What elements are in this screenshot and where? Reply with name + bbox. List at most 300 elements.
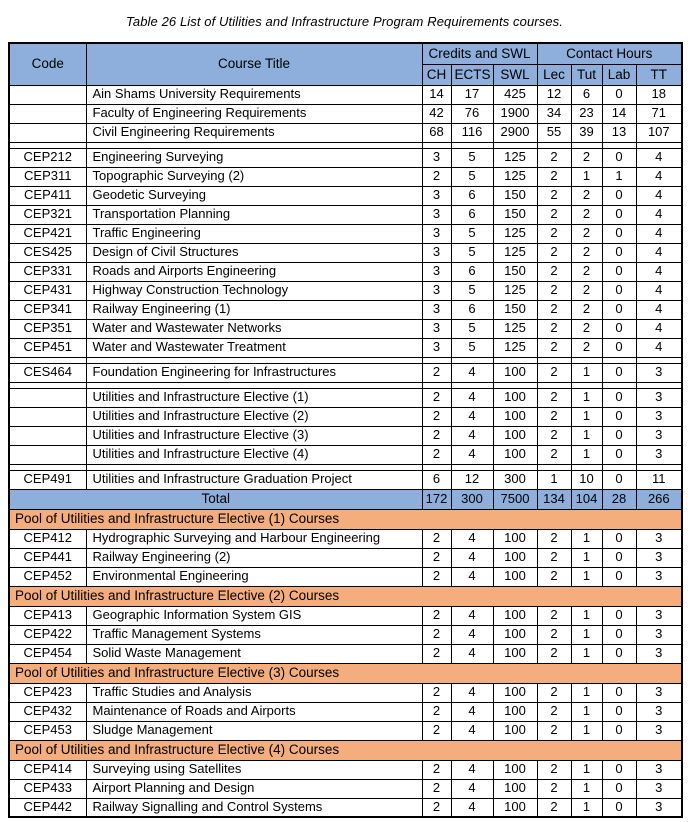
course-title-cell: Highway Construction Technology [86, 281, 422, 300]
course-value-cell: 2 [422, 760, 451, 779]
course-value-cell: 3 [636, 445, 682, 464]
course-value-cell: 12 [451, 470, 493, 489]
course-title-cell: Utilities and Infrastructure Graduation Project [86, 470, 422, 489]
course-value-cell: 0 [602, 625, 636, 644]
course-value-cell: 4 [451, 798, 493, 817]
total-value-cell: 104 [571, 489, 602, 509]
pool-header-row [9, 586, 682, 606]
pool-header-label: Pool of Utilities and Infrastructure Elective (1) Courses [9, 509, 682, 529]
course-code-cell [9, 407, 86, 426]
course-code-cell: CEP423 [9, 683, 86, 702]
course-title-cell: Roads and Airports Engineering [86, 262, 422, 281]
course-value-cell: 2 [537, 567, 571, 586]
course-value-cell: 23 [571, 104, 602, 123]
course-value-cell: 3 [636, 779, 682, 798]
course-title-cell: Foundation Engineering for Infrastructures [86, 363, 422, 382]
pool-header-label: Pool of Utilities and Infrastructure Elective (4) Courses [9, 740, 682, 760]
course-value-cell: 2 [537, 445, 571, 464]
course-value-cell: 3 [636, 426, 682, 445]
table-header [9, 43, 682, 85]
course-value-cell: 100 [493, 606, 537, 625]
course-title-cell: Design of Civil Structures [86, 243, 422, 262]
course-value-cell: 2 [422, 625, 451, 644]
course-value-cell: 150 [493, 300, 537, 319]
course-value-cell: 4 [451, 445, 493, 464]
course-title-cell: Faculty of Engineering Requirements [86, 104, 422, 123]
course-code-cell: CES425 [9, 243, 86, 262]
course-value-cell: 2 [422, 779, 451, 798]
table-caption: Table 26 List of Utilities and Infrastructure Program Requirements courses. [126, 14, 563, 29]
total-value-cell: 134 [537, 489, 571, 509]
course-value-cell: 1 [571, 548, 602, 567]
course-value-cell: 0 [602, 445, 636, 464]
course-value-cell: 2 [571, 262, 602, 281]
course-value-cell: 125 [493, 167, 537, 186]
course-value-cell: 0 [602, 529, 636, 548]
course-value-cell: 39 [571, 123, 602, 142]
course-value-cell: 4 [636, 338, 682, 357]
course-value-cell: 100 [493, 644, 537, 663]
course-code-cell: CEP453 [9, 721, 86, 740]
course-value-cell: 2 [571, 224, 602, 243]
course-value-cell: 2 [537, 625, 571, 644]
course-code-cell: CEP433 [9, 779, 86, 798]
course-value-cell: 2 [422, 426, 451, 445]
course-value-cell: 125 [493, 224, 537, 243]
course-value-cell: 107 [636, 123, 682, 142]
course-row [9, 262, 682, 281]
course-value-cell: 5 [451, 319, 493, 338]
total-value-cell: 266 [636, 489, 682, 509]
course-value-cell: 76 [451, 104, 493, 123]
course-value-cell: 1 [571, 407, 602, 426]
course-value-cell: 2 [537, 644, 571, 663]
course-value-cell: 1 [571, 426, 602, 445]
course-value-cell: 34 [537, 104, 571, 123]
course-value-cell: 3 [636, 702, 682, 721]
course-value-cell: 4 [451, 702, 493, 721]
course-value-cell: 2 [422, 167, 451, 186]
course-title-cell: Ain Shams University Requirements [86, 85, 422, 104]
course-value-cell: 18 [636, 85, 682, 104]
course-value-cell: 2 [571, 148, 602, 167]
course-value-cell: 1 [537, 470, 571, 489]
course-value-cell: 150 [493, 205, 537, 224]
total-value-cell: 300 [451, 489, 493, 509]
course-value-cell: 2 [537, 760, 571, 779]
course-code-cell: CEP442 [9, 798, 86, 817]
course-value-cell: 0 [602, 567, 636, 586]
course-value-cell: 4 [451, 721, 493, 740]
course-code-cell [9, 85, 86, 104]
course-row [9, 186, 682, 205]
course-value-cell: 3 [636, 683, 682, 702]
total-value-cell: 28 [602, 489, 636, 509]
course-value-cell: 2 [537, 721, 571, 740]
course-value-cell: 1 [571, 644, 602, 663]
course-value-cell: 2 [571, 186, 602, 205]
course-value-cell: 4 [636, 300, 682, 319]
course-value-cell: 0 [602, 760, 636, 779]
course-value-cell: 5 [451, 224, 493, 243]
course-value-cell: 2 [537, 779, 571, 798]
course-value-cell: 4 [451, 683, 493, 702]
course-value-cell: 3 [422, 262, 451, 281]
course-title-cell: Environmental Engineering [86, 567, 422, 586]
course-value-cell: 2 [537, 407, 571, 426]
course-value-cell: 150 [493, 262, 537, 281]
course-row [9, 85, 682, 104]
course-title-cell: Railway Engineering (1) [86, 300, 422, 319]
course-value-cell: 3 [422, 205, 451, 224]
course-value-cell: 4 [636, 281, 682, 300]
course-row [9, 319, 682, 338]
course-value-cell: 3 [422, 243, 451, 262]
course-value-cell: 125 [493, 148, 537, 167]
col-header-ch: CH [422, 64, 451, 85]
course-value-cell: 0 [602, 721, 636, 740]
course-code-cell: CEP414 [9, 760, 86, 779]
course-value-cell: 71 [636, 104, 682, 123]
col-group-contact-hours: Contact Hours [537, 43, 682, 64]
course-value-cell: 3 [422, 319, 451, 338]
course-value-cell: 100 [493, 445, 537, 464]
course-code-cell: CEP421 [9, 224, 86, 243]
course-value-cell: 4 [451, 426, 493, 445]
course-value-cell: 3 [422, 186, 451, 205]
course-value-cell: 3 [636, 567, 682, 586]
course-value-cell: 0 [602, 205, 636, 224]
course-value-cell: 0 [602, 779, 636, 798]
course-value-cell: 100 [493, 529, 537, 548]
course-value-cell: 4 [451, 529, 493, 548]
course-value-cell: 0 [602, 85, 636, 104]
course-value-cell: 100 [493, 702, 537, 721]
course-value-cell: 125 [493, 281, 537, 300]
course-row [9, 104, 682, 123]
course-title-cell: Utilities and Infrastructure Elective (2) [86, 407, 422, 426]
total-row [9, 489, 682, 509]
course-code-cell: CEP331 [9, 262, 86, 281]
course-row [9, 407, 682, 426]
course-title-cell: Traffic Engineering [86, 224, 422, 243]
course-value-cell: 2 [422, 388, 451, 407]
course-value-cell: 0 [602, 338, 636, 357]
course-value-cell: 0 [602, 426, 636, 445]
course-code-cell [9, 123, 86, 142]
course-row [9, 338, 682, 357]
course-value-cell: 2 [422, 798, 451, 817]
course-title-cell: Airport Planning and Design [86, 779, 422, 798]
course-value-cell: 2 [537, 529, 571, 548]
course-value-cell: 100 [493, 548, 537, 567]
course-value-cell: 100 [493, 407, 537, 426]
course-value-cell: 6 [571, 85, 602, 104]
course-value-cell: 14 [602, 104, 636, 123]
course-value-cell: 4 [451, 407, 493, 426]
course-value-cell: 1 [571, 167, 602, 186]
course-value-cell: 2 [422, 683, 451, 702]
course-value-cell: 13 [602, 123, 636, 142]
course-value-cell: 0 [602, 300, 636, 319]
course-value-cell: 2 [422, 644, 451, 663]
course-value-cell: 3 [636, 625, 682, 644]
col-header-code: Code [9, 43, 86, 85]
course-value-cell: 0 [602, 798, 636, 817]
course-title-cell: Transportation Planning [86, 205, 422, 224]
total-value-cell: 172 [422, 489, 451, 509]
course-row [9, 470, 682, 489]
course-title-cell: Solid Waste Management [86, 644, 422, 663]
course-title-cell: Geographic Information System GIS [86, 606, 422, 625]
course-row [9, 243, 682, 262]
course-value-cell: 4 [451, 388, 493, 407]
course-value-cell: 2 [537, 426, 571, 445]
course-code-cell: CEP422 [9, 625, 86, 644]
course-row [9, 388, 682, 407]
course-value-cell: 1 [571, 567, 602, 586]
pool-header-row [9, 509, 682, 529]
courses-table [8, 42, 683, 818]
course-value-cell: 6 [451, 205, 493, 224]
course-row [9, 205, 682, 224]
course-value-cell: 3 [636, 606, 682, 625]
course-value-cell: 0 [602, 470, 636, 489]
col-header-course-title: Course Title [86, 43, 422, 85]
course-row [9, 606, 682, 625]
course-value-cell: 12 [537, 85, 571, 104]
course-title-cell: Traffic Management Systems [86, 625, 422, 644]
course-row [9, 426, 682, 445]
course-value-cell: 0 [602, 683, 636, 702]
course-value-cell: 4 [451, 363, 493, 382]
course-value-cell: 17 [451, 85, 493, 104]
course-value-cell: 0 [602, 407, 636, 426]
course-value-cell: 2 [537, 300, 571, 319]
course-value-cell: 2 [537, 167, 571, 186]
course-row [9, 148, 682, 167]
course-value-cell: 1 [571, 606, 602, 625]
course-value-cell: 0 [602, 702, 636, 721]
course-value-cell: 0 [602, 363, 636, 382]
course-value-cell: 2 [571, 300, 602, 319]
course-row [9, 548, 682, 567]
course-code-cell: CEP454 [9, 644, 86, 663]
course-row [9, 167, 682, 186]
course-row [9, 702, 682, 721]
course-value-cell: 4 [636, 243, 682, 262]
course-value-cell: 2 [537, 683, 571, 702]
course-title-cell: Surveying using Satellites [86, 760, 422, 779]
course-value-cell: 0 [602, 606, 636, 625]
course-value-cell: 2 [422, 606, 451, 625]
course-value-cell: 6 [451, 300, 493, 319]
total-value-cell: 7500 [493, 489, 537, 509]
course-value-cell: 1900 [493, 104, 537, 123]
course-value-cell: 4 [636, 167, 682, 186]
course-value-cell: 4 [451, 760, 493, 779]
course-value-cell: 100 [493, 388, 537, 407]
course-value-cell: 2 [537, 224, 571, 243]
course-row [9, 123, 682, 142]
course-value-cell: 1 [602, 167, 636, 186]
course-code-cell [9, 426, 86, 445]
course-value-cell: 4 [451, 606, 493, 625]
course-row [9, 644, 682, 663]
course-value-cell: 3 [422, 338, 451, 357]
course-value-cell: 100 [493, 779, 537, 798]
course-value-cell: 100 [493, 721, 537, 740]
course-value-cell: 100 [493, 426, 537, 445]
pool-header-label: Pool of Utilities and Infrastructure Elective (3) Courses [9, 663, 682, 683]
course-title-cell: Traffic Studies and Analysis [86, 683, 422, 702]
course-value-cell: 1 [571, 702, 602, 721]
course-value-cell: 4 [636, 319, 682, 338]
course-value-cell: 3 [422, 281, 451, 300]
course-value-cell: 2900 [493, 123, 537, 142]
course-value-cell: 2 [537, 388, 571, 407]
course-value-cell: 2 [537, 548, 571, 567]
course-value-cell: 5 [451, 281, 493, 300]
course-value-cell: 2 [422, 548, 451, 567]
course-value-cell: 5 [451, 243, 493, 262]
course-value-cell: 3 [422, 300, 451, 319]
pool-header-label: Pool of Utilities and Infrastructure Elective (2) Courses [9, 586, 682, 606]
course-row [9, 760, 682, 779]
course-value-cell: 300 [493, 470, 537, 489]
course-title-cell: Engineering Surveying [86, 148, 422, 167]
course-value-cell: 3 [636, 529, 682, 548]
course-value-cell: 4 [636, 205, 682, 224]
course-code-cell: CES464 [9, 363, 86, 382]
course-value-cell: 100 [493, 625, 537, 644]
course-title-cell: Sludge Management [86, 721, 422, 740]
course-value-cell: 4 [636, 262, 682, 281]
course-value-cell: 3 [636, 363, 682, 382]
pool-header-row [9, 663, 682, 683]
course-value-cell: 2 [422, 567, 451, 586]
course-title-cell: Civil Engineering Requirements [86, 123, 422, 142]
course-value-cell: 2 [537, 148, 571, 167]
course-title-cell: Utilities and Infrastructure Elective (1) [86, 388, 422, 407]
course-value-cell: 11 [636, 470, 682, 489]
course-value-cell: 425 [493, 85, 537, 104]
course-value-cell: 2 [537, 702, 571, 721]
course-value-cell: 1 [571, 363, 602, 382]
course-value-cell: 0 [602, 548, 636, 567]
course-value-cell: 100 [493, 567, 537, 586]
total-label: Total [9, 489, 422, 509]
course-value-cell: 2 [537, 363, 571, 382]
course-value-cell: 4 [636, 224, 682, 243]
course-row [9, 798, 682, 817]
course-value-cell: 5 [451, 338, 493, 357]
col-header-tt: TT [636, 64, 682, 85]
course-value-cell: 1 [571, 529, 602, 548]
course-title-cell: Water and Wastewater Networks [86, 319, 422, 338]
course-title-cell: Maintenance of Roads and Airports [86, 702, 422, 721]
course-value-cell: 3 [636, 721, 682, 740]
course-value-cell: 42 [422, 104, 451, 123]
course-value-cell: 3 [636, 644, 682, 663]
course-value-cell: 150 [493, 186, 537, 205]
course-code-cell: CEP341 [9, 300, 86, 319]
course-value-cell: 2 [537, 262, 571, 281]
course-value-cell: 2 [537, 281, 571, 300]
col-header-lec: Lec [537, 64, 571, 85]
course-value-cell: 2 [571, 281, 602, 300]
course-value-cell: 2 [571, 338, 602, 357]
course-code-cell [9, 104, 86, 123]
course-value-cell: 0 [602, 243, 636, 262]
course-row [9, 445, 682, 464]
course-value-cell: 1 [571, 683, 602, 702]
course-title-cell: Utilities and Infrastructure Elective (4) [86, 445, 422, 464]
course-title-cell: Utilities and Infrastructure Elective (3) [86, 426, 422, 445]
course-value-cell: 68 [422, 123, 451, 142]
course-value-cell: 100 [493, 363, 537, 382]
col-header-swl: SWL [493, 64, 537, 85]
table-body [9, 85, 682, 817]
course-value-cell: 2 [537, 186, 571, 205]
col-header-ects: ECTS [451, 64, 493, 85]
course-value-cell: 6 [422, 470, 451, 489]
course-value-cell: 2 [571, 243, 602, 262]
course-value-cell: 2 [571, 205, 602, 224]
course-value-cell: 1 [571, 388, 602, 407]
course-value-cell: 0 [602, 281, 636, 300]
course-row [9, 567, 682, 586]
course-value-cell: 2 [422, 363, 451, 382]
course-value-cell: 0 [602, 148, 636, 167]
course-code-cell: CEP451 [9, 338, 86, 357]
course-value-cell: 2 [422, 529, 451, 548]
course-value-cell: 0 [602, 186, 636, 205]
course-title-cell: Water and Wastewater Treatment [86, 338, 422, 357]
course-value-cell: 3 [636, 548, 682, 567]
course-row [9, 529, 682, 548]
course-value-cell: 3 [636, 798, 682, 817]
course-code-cell: CEP491 [9, 470, 86, 489]
course-code-cell: CEP452 [9, 567, 86, 586]
course-value-cell: 125 [493, 338, 537, 357]
course-code-cell: CEP431 [9, 281, 86, 300]
course-value-cell: 2 [571, 319, 602, 338]
course-code-cell [9, 388, 86, 407]
course-value-cell: 4 [636, 186, 682, 205]
course-code-cell [9, 445, 86, 464]
course-row [9, 300, 682, 319]
course-value-cell: 2 [537, 243, 571, 262]
course-value-cell: 3 [636, 760, 682, 779]
course-title-cell: Geodetic Surveying [86, 186, 422, 205]
course-value-cell: 14 [422, 85, 451, 104]
course-code-cell: CEP351 [9, 319, 86, 338]
course-code-cell: CEP441 [9, 548, 86, 567]
course-row [9, 625, 682, 644]
course-code-cell: CEP321 [9, 205, 86, 224]
course-value-cell: 1 [571, 721, 602, 740]
course-value-cell: 2 [537, 319, 571, 338]
course-value-cell: 10 [571, 470, 602, 489]
course-value-cell: 1 [571, 798, 602, 817]
course-value-cell: 3 [636, 388, 682, 407]
course-title-cell: Topographic Surveying (2) [86, 167, 422, 186]
course-code-cell: CEP432 [9, 702, 86, 721]
course-value-cell: 1 [571, 445, 602, 464]
course-row [9, 779, 682, 798]
course-value-cell: 3 [636, 407, 682, 426]
